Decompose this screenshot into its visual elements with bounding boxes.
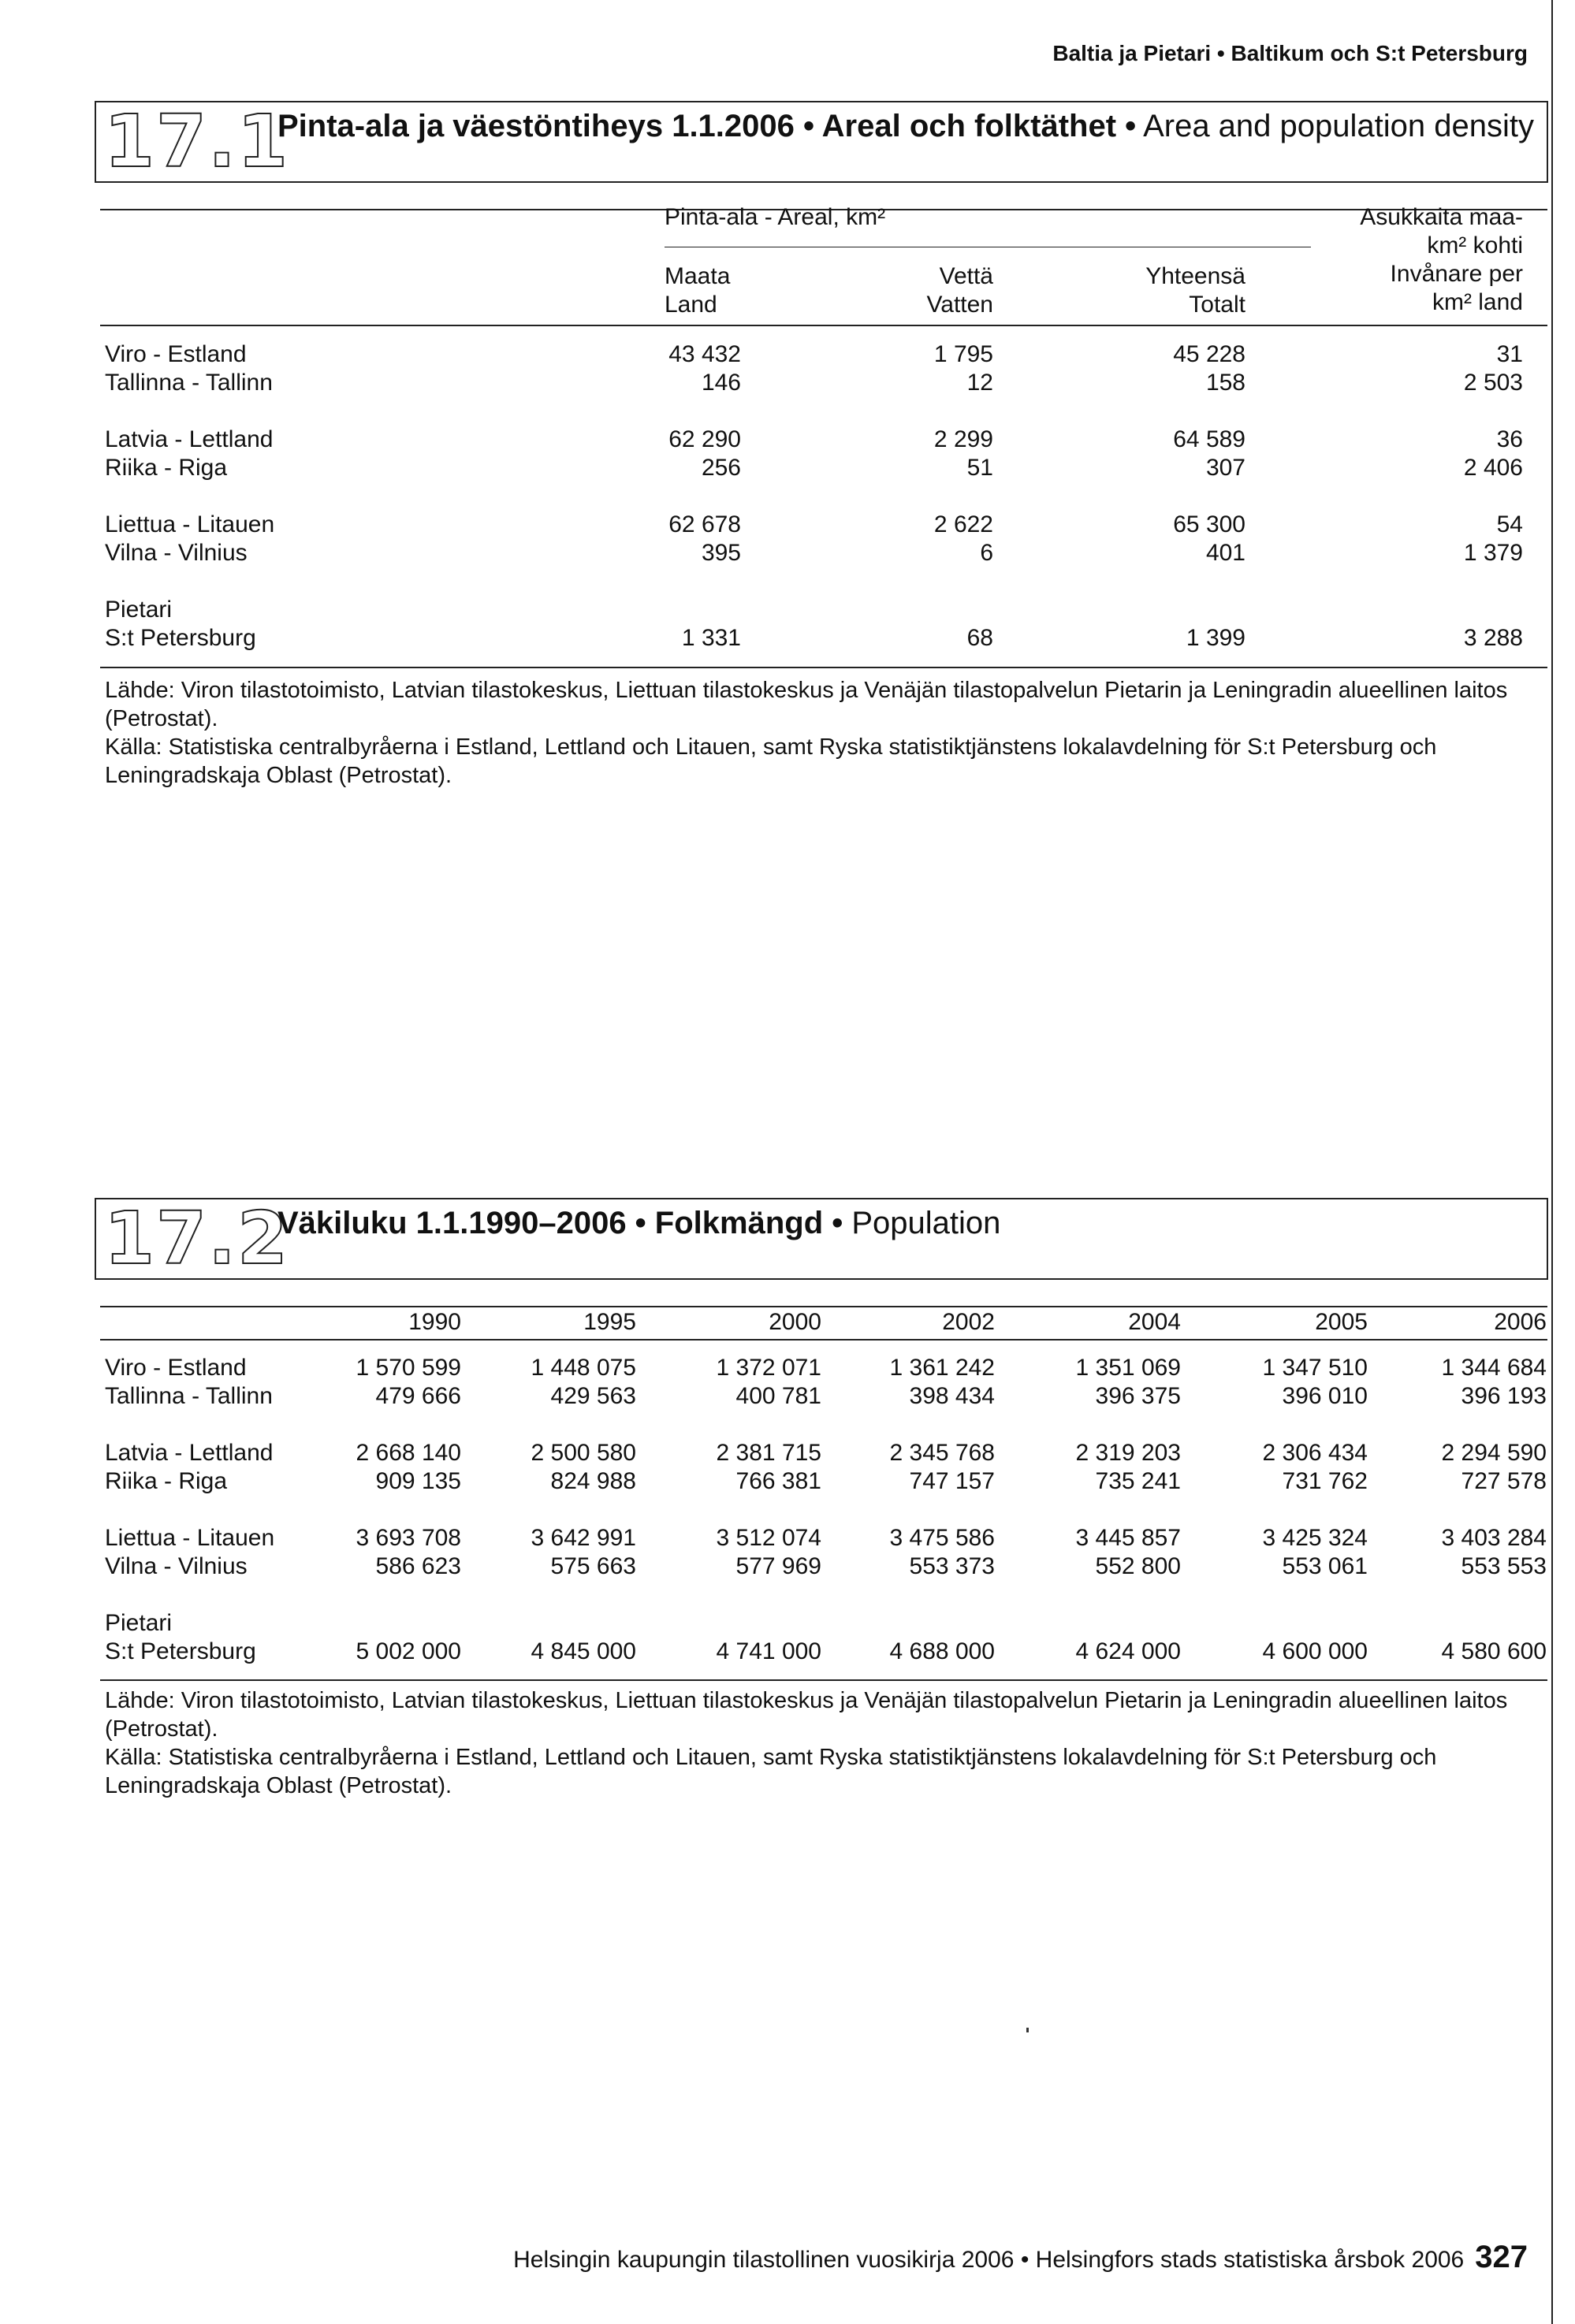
cell-population: 1 361 242 (889, 1355, 995, 1381)
cell-total: 307 (1205, 455, 1245, 481)
row-label: Liettua - Litauen (105, 1525, 275, 1551)
cell-population: 2 381 715 (716, 1440, 821, 1466)
cell-density: 1 379 (1463, 540, 1523, 566)
cell-population: 731 762 (1282, 1468, 1368, 1494)
table-number: 17.1 (104, 99, 289, 184)
table-title (277, 109, 1534, 144)
stray-mark (1026, 2028, 1029, 2032)
cell-population: 553 553 (1461, 1553, 1547, 1579)
cell-population: 727 578 (1461, 1468, 1547, 1494)
cell-population: 553 061 (1282, 1553, 1368, 1579)
table-title-bold: Väkiluku 1.1.1990–2006 • Folkmängd • (277, 1206, 843, 1240)
row-label: Riika - Riga (105, 455, 228, 481)
cell-population: 1 570 599 (356, 1355, 461, 1381)
row-label: Latvia - Lettland (105, 1440, 274, 1466)
cell-density: 2 406 (1463, 455, 1523, 481)
area-group-header (665, 203, 885, 232)
cell-population: 2 319 203 (1075, 1440, 1181, 1466)
table-17-1-title-box (95, 101, 1548, 183)
cell-population: 3 425 324 (1262, 1525, 1368, 1551)
cell-population: 479 666 (375, 1383, 461, 1409)
cell-population: 4 624 000 (1075, 1638, 1181, 1664)
cell-population: 3 475 586 (889, 1525, 995, 1551)
year-header: 2000 (769, 1309, 821, 1335)
table-top-rule (100, 1306, 1547, 1307)
col-water-fi: Vettä (939, 263, 993, 289)
cell-land: 146 (701, 370, 741, 396)
col-total (1119, 262, 1245, 319)
cell-population: 553 373 (909, 1553, 995, 1579)
col-total-sv: Totalt (1189, 292, 1245, 318)
cell-water: 51 (966, 455, 993, 481)
row-label: Viro - Estland (105, 1355, 247, 1381)
cell-population: 3 642 991 (531, 1525, 636, 1551)
year-header: 1990 (408, 1309, 461, 1335)
cell-density: 3 288 (1463, 625, 1523, 651)
cell-density: 54 (1496, 511, 1523, 537)
col-water (867, 262, 993, 319)
source-fi: Lähde: Viron tilastotoimisto, Latvian tilastokeskus, Liettuan tilastokeskus ja Venäjän tilastopalvelun Pietarin ja Leningradin alueellinen laitos (Petrostat). (105, 1688, 1508, 1742)
col-density (1309, 203, 1523, 317)
cell-water: 12 (966, 370, 993, 396)
cell-density: 31 (1496, 341, 1523, 367)
cell-total: 64 589 (1173, 426, 1245, 452)
cell-population: 396 010 (1282, 1383, 1368, 1409)
cell-population: 396 193 (1461, 1383, 1547, 1409)
cell-water: 68 (966, 625, 993, 651)
table-bottom-rule (100, 1679, 1547, 1681)
year-header: 2002 (942, 1309, 995, 1335)
col-land-fi: Maata (665, 263, 731, 289)
cell-population: 4 688 000 (889, 1638, 995, 1664)
table-title-bold: Pinta-ala ja väestöntiheys 1.1.2006 • Areal och folktäthet • (277, 109, 1137, 143)
cell-population: 824 988 (550, 1468, 636, 1494)
cell-population: 766 381 (735, 1468, 821, 1494)
col-land-sv: Land (665, 292, 717, 318)
cell-population: 5 002 000 (356, 1638, 461, 1664)
page-number: 327 (1475, 2240, 1528, 2274)
col-land (665, 262, 730, 319)
area-group-header-text: Pinta-ala - Areal, km² (665, 204, 886, 230)
col-total-fi: Yhteensä (1145, 263, 1245, 289)
cell-population: 3 512 074 (716, 1525, 821, 1551)
cell-land: 62 678 (668, 511, 741, 537)
footer-text: Helsingin kaupungin tilastollinen vuosikirja 2006 • Helsingfors stads statistiska årsbok 2006 (513, 2247, 1465, 2273)
cell-population: 2 306 434 (1262, 1440, 1368, 1466)
row-label: Pietari (105, 597, 173, 623)
col-density-line2: km² kohti (1427, 232, 1523, 258)
cell-total: 1 399 (1186, 625, 1245, 651)
cell-population: 1 351 069 (1075, 1355, 1181, 1381)
cell-population: 4 600 000 (1262, 1638, 1368, 1664)
cell-population: 396 375 (1095, 1383, 1181, 1409)
year-header: 2004 (1128, 1309, 1181, 1335)
cell-population: 1 372 071 (716, 1355, 821, 1381)
row-label: Tallinna - Tallinn (105, 370, 273, 396)
year-header: 2006 (1494, 1309, 1547, 1335)
table-title-plain: Population (843, 1206, 1001, 1240)
cell-land: 1 331 (681, 625, 741, 651)
row-label: S:t Petersburg (105, 1638, 256, 1664)
cell-population: 4 741 000 (716, 1638, 821, 1664)
cell-population: 2 500 580 (531, 1440, 636, 1466)
row-label: Tallinna - Tallinn (105, 1383, 273, 1409)
cell-land: 256 (701, 455, 741, 481)
cell-population: 2 668 140 (356, 1440, 461, 1466)
cell-population: 586 623 (375, 1553, 461, 1579)
cell-population: 735 241 (1095, 1468, 1181, 1494)
row-label: Viro - Estland (105, 341, 247, 367)
cell-total: 65 300 (1173, 511, 1245, 537)
cell-land: 62 290 (668, 426, 741, 452)
cell-population: 398 434 (909, 1383, 995, 1409)
cell-population: 400 781 (735, 1383, 821, 1409)
table-17-2-title-box (95, 1198, 1548, 1280)
cell-water: 2 299 (933, 426, 993, 452)
cell-population: 552 800 (1095, 1553, 1181, 1579)
cell-population: 575 663 (550, 1553, 636, 1579)
cell-population: 577 969 (735, 1553, 821, 1579)
row-label: Riika - Riga (105, 1468, 228, 1494)
cell-population: 3 693 708 (356, 1525, 461, 1551)
cell-population: 1 344 684 (1441, 1355, 1547, 1381)
source-sv: Källa: Statistiska centralbyråerna i Estland, Lettland och Litauen, samt Ryska statistiktjänstens lokalavdelning för S:t Petersburg och Leningradskaja Oblast (Petrostat). (105, 1745, 1437, 1798)
row-label: Vilna - Vilnius (105, 1553, 248, 1579)
year-header: 2005 (1315, 1309, 1368, 1335)
cell-population: 2 294 590 (1441, 1440, 1547, 1466)
cell-population: 1 448 075 (531, 1355, 636, 1381)
col-water-sv: Vatten (926, 292, 993, 318)
cell-density: 2 503 (1463, 370, 1523, 396)
cell-population: 747 157 (909, 1468, 995, 1494)
header-bottom-rule (100, 325, 1547, 326)
table-title-plain: Area and population density (1136, 109, 1534, 143)
header-bottom-rule (100, 1339, 1547, 1340)
cell-water: 2 622 (933, 511, 993, 537)
table-title (277, 1206, 1000, 1241)
row-label: Pietari (105, 1610, 173, 1636)
cell-land: 43 432 (668, 341, 741, 367)
page-footer (513, 2240, 1528, 2275)
year-header: 1995 (583, 1309, 636, 1335)
row-label: Latvia - Lettland (105, 426, 274, 452)
running-head: Baltia ja Pietari • Baltikum och S:t Petersburg (1052, 41, 1528, 65)
source-sv: Källa: Statistiska centralbyråerna i Estland, Lettland och Litauen, samt Ryska statistiktjänstens lokalavdelning för S:t Petersburg och Leningradskaja Oblast (Petrostat). (105, 734, 1437, 788)
col-density-line4: km² land (1432, 289, 1523, 315)
row-label: S:t Petersburg (105, 625, 256, 651)
col-density-line3: Invånare per (1390, 261, 1523, 287)
cell-population: 3 445 857 (1075, 1525, 1181, 1551)
cell-water: 1 795 (933, 341, 993, 367)
row-label: Vilna - Vilnius (105, 540, 248, 566)
cell-population: 1 347 510 (1262, 1355, 1368, 1381)
col-density-line1: Asukkaita maa- (1360, 204, 1523, 230)
cell-water: 6 (980, 540, 993, 566)
cell-population: 909 135 (375, 1468, 461, 1494)
source-fi: Lähde: Viron tilastotoimisto, Latvian tilastokeskus, Liettuan tilastokeskus ja Venäjän tilastopalvelun Pietarin ja Leningradin alueellinen laitos (Petrostat). (105, 678, 1508, 731)
table-number: 17.2 (104, 1196, 289, 1281)
cell-population: 4 845 000 (531, 1638, 636, 1664)
cell-density: 36 (1496, 426, 1523, 452)
cell-total: 45 228 (1173, 341, 1245, 367)
cell-population: 3 403 284 (1441, 1525, 1547, 1551)
cell-population: 429 563 (550, 1383, 636, 1409)
page-edge-rule (1551, 0, 1553, 2324)
cell-population: 2 345 768 (889, 1440, 995, 1466)
cell-population: 4 580 600 (1441, 1638, 1547, 1664)
cell-total: 158 (1205, 370, 1245, 396)
cell-total: 401 (1205, 540, 1245, 566)
row-label: Liettua - Litauen (105, 511, 275, 537)
table-bottom-rule (100, 667, 1547, 668)
cell-land: 395 (701, 540, 741, 566)
